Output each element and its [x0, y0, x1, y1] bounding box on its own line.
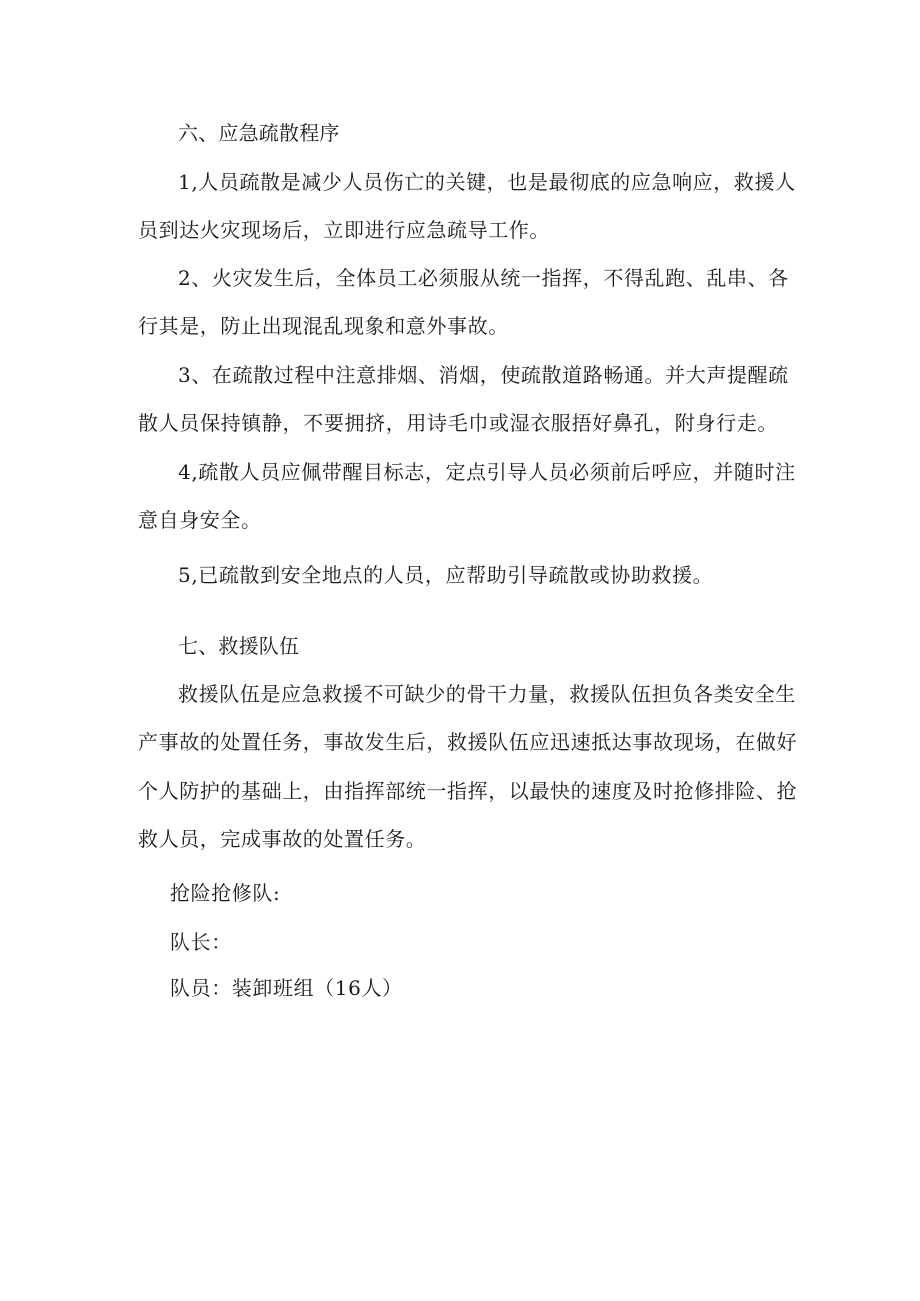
team-members-line: 队员：装卸班组（16人）: [170, 976, 403, 1000]
section-6-item-2-line-2: 行其是，防止出现混乱现象和意外事故。: [138, 314, 509, 338]
section-6-heading: 六、应急疏散程序: [178, 121, 340, 145]
section-6-item-5-line-1: 5,已疏散到安全地点的人员，应帮助引导疏散或协助救援。: [178, 563, 714, 587]
section-6-item-1-line-1: 1,人员疏散是减少人员伤亡的关键，也是最彻底的应急响应，救援人: [178, 170, 796, 194]
section-7-para-line-1: 救援队伍是应急救援不可缺少的骨干力量，救援队伍担负各类安全生: [178, 682, 796, 706]
team-leader-line: 队长：: [170, 930, 232, 954]
section-6-item-3-line-2: 散人员保持镇静，不要拥挤，用诗毛巾或湿衣服捂好鼻孔，附身行走。: [138, 411, 778, 435]
section-6-item-3-line-1: 3、在疏散过程中注意排烟、消烟，使疏散道路畅通。并大声提醒疏: [178, 363, 789, 387]
section-6-item-4-line-2: 意自身安全。: [138, 508, 262, 532]
section-7-para-line-4: 救人员，完成事故的处置任务。: [138, 827, 427, 851]
section-6-item-1-line-2: 员到达火灾现场后，立即进行应急疏导工作。: [138, 218, 550, 242]
section-7-heading: 七、救援队伍: [178, 634, 300, 658]
rescue-team-title: 抢险抢修队:: [170, 881, 281, 905]
section-6-item-2-line-1: 2、火灾发生后，全体员工必须服从统一指挥，不得乱跑、乱串、各: [178, 266, 789, 290]
section-7-para-line-2: 产事故的处置任务，事故发生后，救援队伍应迅速抵达事故现场，在做好: [138, 730, 798, 754]
section-7-para-line-3: 个人防护的基础上，由指挥部统一指挥，以最快的速度及时抢修排险、抢: [138, 779, 798, 803]
section-6-item-4-line-1: 4,疏散人员应佩带醒目标志，定点引导人员必须前后呼应，并随时注: [178, 460, 796, 484]
